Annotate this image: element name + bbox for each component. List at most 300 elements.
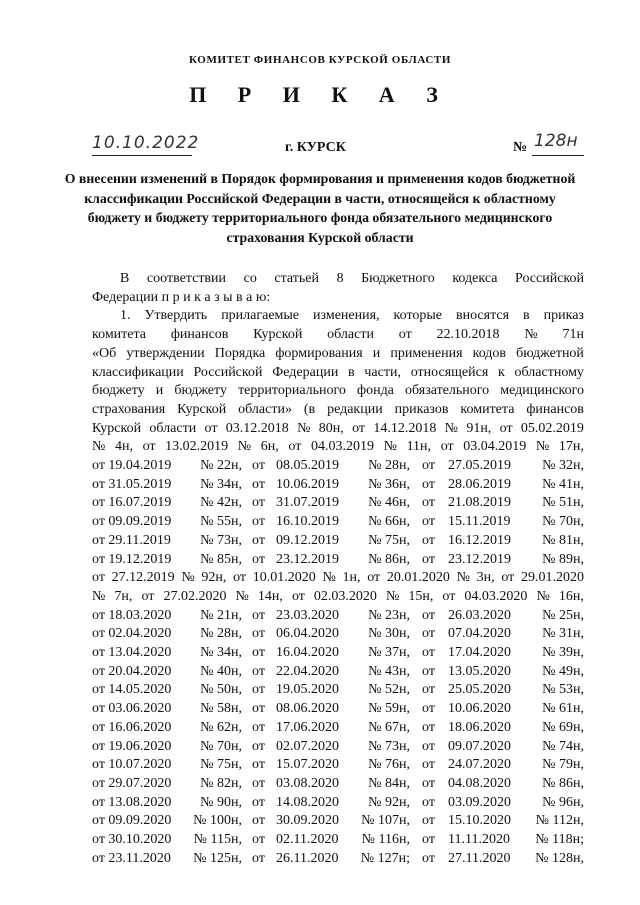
date-row-cell: № 85н,: [200, 551, 242, 567]
body-word: приказ: [543, 308, 584, 324]
date-row-cell: 31.07.2019: [276, 495, 339, 511]
date-row-cell: № 66н,: [368, 514, 410, 530]
date-row-cell: № 75н,: [200, 757, 242, 773]
body-word: со: [243, 271, 257, 286]
date-row-cell: № 39н,: [542, 645, 584, 660]
body-word: финансов: [526, 401, 584, 417]
date-row-cell: от: [252, 832, 265, 847]
body-word: №: [456, 570, 470, 586]
date-row-cell: 22.04.2020: [276, 663, 339, 679]
date-row-cell: от 14.05.2020: [92, 682, 172, 698]
document-heading: О внесении изменений в Порядок формирования и применения кодов бюджетной классификации Российской Федерации в части, относящейся к областному бюджету и бюджету территориального фонда обязательного медицинского страхования Курской области: [64, 171, 576, 245]
body-word: 03.12.2018: [225, 420, 289, 436]
date-row-cell: 04.08.2020: [448, 775, 511, 791]
date-row-cell: 18.06.2020: [448, 719, 511, 735]
date-row-cell: 11.11.2020: [448, 832, 510, 847]
date-row-cell: № 59н,: [368, 701, 410, 717]
body-word: №: [536, 588, 550, 604]
date-row: [92, 775, 584, 793]
date-row-cell: от: [422, 813, 435, 829]
date-row: [92, 756, 584, 774]
body-word: фонда: [357, 383, 394, 399]
date-row-cell: № 41н,: [542, 476, 584, 492]
date-row-cell: 16.10.2019: [276, 514, 339, 530]
date-row-cell: № 53н,: [542, 682, 584, 698]
date-row-cell: от: [252, 682, 265, 698]
date-row-cell: № 84н,: [368, 775, 410, 791]
body-word: 29.01.2020: [520, 570, 584, 586]
date-row-cell: от 31.05.2019: [92, 476, 172, 492]
body-line: [92, 401, 584, 419]
body-word: области: [327, 327, 374, 343]
date-row-cell: № 34н,: [200, 476, 242, 492]
date-row-cell: от: [252, 775, 265, 791]
date-row-cell: от: [252, 532, 265, 548]
date-row-cell: № 36н,: [368, 476, 410, 492]
date-row: [92, 457, 584, 475]
body-word: №: [524, 327, 538, 343]
body-word: 22.10.2018: [436, 327, 500, 343]
date-row-cell: № 23н,: [368, 607, 410, 623]
body-word: бюджету: [92, 383, 145, 399]
date-row-cell: № 31н,: [542, 626, 584, 642]
body-word: Курской: [253, 327, 303, 343]
body-word: от: [92, 570, 105, 586]
date-row-cell: от: [422, 626, 435, 642]
body-word: 14н,: [257, 588, 283, 604]
date-row: [92, 738, 584, 756]
date-row-cell: № 100н,: [193, 813, 242, 829]
body-word: 6н,: [260, 439, 279, 455]
date-row-cell: № 116н,: [361, 832, 410, 847]
body-word: 91н,: [466, 420, 492, 436]
date-row: [92, 663, 584, 681]
date-row-cell: 09.12.2019: [276, 532, 339, 548]
body-word: 17н,: [558, 439, 584, 455]
body-word: применения: [390, 345, 463, 361]
body-line: [92, 364, 584, 382]
date-row-cell: 24.07.2020: [448, 757, 511, 773]
body-word: 1.: [120, 308, 131, 324]
date-row-cell: 26.11.2020: [276, 850, 339, 866]
date-row: [92, 719, 584, 737]
body-word: от: [440, 439, 454, 455]
body-word: редакции: [327, 401, 383, 417]
body-word: прилагаемые: [221, 308, 300, 324]
body-word: бюджету: [174, 383, 227, 399]
date-row-cell: от: [422, 682, 435, 698]
body-word: финансов: [170, 327, 229, 343]
date-row: [92, 607, 584, 625]
body-word: 11н,: [406, 439, 432, 455]
body-line: [92, 438, 584, 456]
date-row-cell: от: [252, 719, 265, 735]
date-row-cell: № 62н,: [200, 719, 242, 735]
date-row-cell: от: [252, 813, 265, 829]
date-row-cell: от: [422, 495, 435, 511]
date-row-cell: от 03.06.2020: [92, 701, 172, 717]
body-word: от: [288, 439, 302, 455]
body-word: области»: [238, 401, 292, 417]
date-row-cell: № 28н,: [368, 458, 410, 473]
date-row-cell: № 76н,: [368, 757, 410, 773]
date-row-cell: от: [422, 850, 435, 866]
date-row-cell: 23.03.2020: [276, 607, 339, 623]
body-word: 4н,: [114, 439, 133, 455]
date-row-cell: 03.08.2020: [276, 775, 339, 791]
document-number: 128н: [534, 131, 578, 151]
body-word: 04.03.2019: [310, 439, 374, 455]
body-word: №: [535, 439, 550, 455]
body-word: 10.01.2020: [252, 570, 316, 586]
committee-name: КОМИТЕТ ФИНАНСОВ КУРСКОЙ ОБЛАСТИ: [189, 54, 451, 66]
date-row-cell: от: [252, 607, 265, 623]
date-row-cell: 17.04.2020: [448, 645, 511, 660]
date-row-cell: № 74н,: [542, 738, 584, 754]
date-row-cell: 26.03.2020: [448, 607, 511, 623]
date-row-cell: № 58н,: [200, 701, 242, 717]
date-row-cell: от: [422, 701, 435, 717]
date-row-cell: № 70н,: [200, 738, 242, 754]
date-row: [92, 831, 584, 849]
date-row-cell: от 23.11.2020: [92, 850, 171, 866]
body-word: от: [398, 327, 412, 343]
date-row-cell: № 112н,: [535, 813, 584, 829]
body-word: 27.02.2020: [163, 588, 227, 604]
body-word: кодекса: [452, 271, 498, 286]
date-row-cell: 02.11.2020: [276, 832, 339, 847]
date-row-cell: от: [252, 514, 265, 530]
body-line: [92, 420, 584, 438]
date-row-cell: 17.06.2020: [276, 719, 339, 735]
date-row-cell: от: [252, 645, 265, 660]
date-row-cell: 27.11.2020: [448, 850, 511, 866]
body-word: 7н,: [114, 588, 133, 604]
body-word: областному: [514, 364, 584, 380]
date-row-cell: № 107н,: [361, 813, 410, 829]
date-row-cell: № 125н,: [193, 850, 242, 866]
date-row-cell: № 43н,: [368, 663, 410, 679]
body-word: 14.12.2018: [373, 420, 437, 436]
date-row-cell: 08.05.2019: [276, 458, 339, 473]
date-row-cell: от 16.06.2020: [92, 719, 172, 735]
body-word: №: [322, 570, 336, 586]
body-word: от: [501, 570, 515, 586]
date-row-cell: 16.12.2019: [448, 532, 511, 548]
date-row-cell: 30.09.2020: [276, 813, 339, 829]
date-row-cell: № 82н,: [200, 775, 242, 791]
body-word: 02.03.2020: [313, 588, 377, 604]
date-row: [92, 551, 584, 569]
date-row-cell: от 16.07.2019: [92, 495, 172, 511]
date-row-cell: 10.06.2020: [448, 701, 511, 717]
date-row-cell: № 89н,: [542, 551, 584, 567]
body-word: комитета: [92, 327, 147, 343]
date-row: [92, 812, 584, 830]
date-row-cell: от: [422, 645, 435, 660]
date-row-cell: от 13.04.2020: [92, 645, 172, 660]
body-word: Утвердить: [144, 308, 208, 324]
body-word: 1н,: [342, 570, 361, 586]
date-row-cell: 27.05.2019: [448, 458, 511, 473]
date-row-cell: от: [422, 757, 435, 773]
date-row-cell: от 29.07.2020: [92, 775, 172, 791]
date-row: [92, 794, 584, 812]
body-line: [92, 382, 584, 400]
date-row-cell: № 96н,: [542, 794, 584, 810]
date-row-cell: № 69н,: [542, 719, 584, 735]
date-row-cell: № 28н,: [200, 626, 242, 642]
date-row-cell: от 10.07.2020: [92, 757, 172, 773]
date-row-cell: 08.06.2020: [276, 701, 339, 717]
date-row-cell: № 128н,: [535, 850, 584, 866]
date-row-cell: 15.11.2019: [448, 514, 511, 530]
date-row-cell: № 127н;: [360, 850, 410, 866]
body-word: от: [352, 420, 366, 436]
body-word: и: [155, 383, 164, 399]
body-word: от: [142, 439, 156, 455]
date-row-cell: № 49н,: [542, 663, 584, 679]
date-row-cell: 23.12.2019: [276, 551, 339, 567]
body-word: страхования: [92, 401, 166, 417]
body-line: [92, 569, 584, 587]
date-row-cell: от 02.04.2020: [92, 626, 172, 642]
date-row-cell: от 18.03.2020: [92, 607, 172, 623]
date-row: [92, 476, 584, 494]
body-word: Российской: [515, 271, 584, 286]
body-line: [120, 270, 584, 288]
body-line: [92, 345, 584, 363]
body-word: от: [204, 420, 218, 436]
body-word: 71н: [562, 327, 584, 343]
body-word: которые: [393, 308, 442, 324]
date-row: [92, 494, 584, 512]
body-word: 27.12.2019: [111, 570, 175, 586]
body-word: Курской: [92, 420, 142, 436]
date-row-cell: № 55н,: [200, 514, 242, 530]
date-row-cell: № 46н,: [368, 495, 410, 511]
date-row-cell: от 09.09.2020: [92, 813, 172, 829]
date-row-cell: от: [422, 532, 435, 548]
body-word: от: [141, 588, 155, 604]
date-row-cell: от: [252, 663, 265, 679]
date-row: [92, 700, 584, 718]
date-row-cell: от: [422, 514, 435, 530]
date-row-cell: от: [252, 626, 265, 642]
body-word: Бюджетного: [361, 271, 435, 286]
body-word: от: [367, 570, 381, 586]
date-row-cell: № 81н,: [542, 532, 584, 548]
body-word: территориального: [238, 383, 346, 399]
body-word: Российской: [193, 364, 263, 380]
date-row-cell: № 25н,: [542, 607, 584, 623]
body-word: (в: [303, 401, 316, 417]
body-word: от: [499, 420, 513, 436]
document-date: 10.10.2022: [92, 133, 200, 153]
date-row-cell: от 30.10.2020: [92, 832, 172, 847]
date-row-cell: 21.08.2019: [448, 495, 511, 511]
date-row-cell: № 22н,: [200, 458, 242, 473]
date-row-cell: от: [422, 832, 435, 847]
date-row-cell: № 73н,: [368, 738, 410, 754]
body-word: формирования: [275, 345, 363, 361]
body-word: №: [92, 588, 106, 604]
date-row-cell: 25.05.2020: [448, 682, 511, 698]
body-word: 04.03.2020: [464, 588, 528, 604]
date-row-cell: 15.10.2020: [448, 813, 511, 829]
body-word: к: [498, 364, 505, 380]
date-row-cell: 06.04.2020: [276, 626, 339, 642]
body-word: соответствии: [146, 271, 227, 286]
body-word: №: [297, 420, 311, 436]
date-row-cell: № 92н,: [368, 794, 410, 810]
date-row-cell: № 37н,: [368, 645, 410, 660]
date-row-cell: 14.08.2020: [276, 794, 339, 810]
body-word: бюджетной: [516, 345, 584, 361]
body-word: в: [348, 364, 355, 380]
body-word: 16н,: [558, 588, 584, 604]
date-row-cell: № 21н,: [200, 607, 242, 623]
date-row-cell: от: [422, 458, 435, 473]
date-row: [92, 625, 584, 643]
body-word: медицинского: [500, 383, 584, 399]
body-word: изменения,: [313, 308, 380, 324]
body-word: В: [120, 271, 130, 286]
date-row: [92, 532, 584, 550]
date-row-cell: от: [252, 458, 265, 473]
date-row: [92, 681, 584, 699]
date-row: [92, 513, 584, 531]
date-row-cell: № 73н,: [200, 532, 242, 548]
date-row-cell: № 50н,: [200, 682, 242, 698]
date-row-cell: от: [422, 551, 435, 567]
body-word: 15н,: [408, 588, 434, 604]
body-word: от: [291, 588, 305, 604]
date-row-cell: № 75н,: [368, 532, 410, 548]
date-row-cell: от: [252, 850, 265, 866]
date-row-cell: 13.05.2020: [448, 663, 511, 679]
date-row-cell: от: [422, 719, 435, 735]
body-word: 3н,: [476, 570, 495, 586]
body-word: 13.02.2019: [165, 439, 229, 455]
body-word: 20.01.2020: [386, 570, 450, 586]
date-row-cell: от: [252, 551, 265, 567]
body-word: Порядка: [214, 345, 266, 361]
date-row-cell: от 29.11.2019: [92, 532, 171, 548]
date-row-cell: № 115н,: [193, 832, 242, 847]
body-word: вносятся: [455, 308, 510, 324]
date-row-cell: № 86н,: [542, 775, 584, 791]
date-row-cell: от: [422, 607, 435, 623]
body-line: [92, 326, 584, 344]
date-row-cell: от: [252, 794, 265, 810]
date-row-cell: № 86н,: [368, 551, 410, 567]
date-row-cell: от 19.12.2019: [92, 551, 172, 567]
date-row-cell: от: [252, 757, 265, 773]
date-row-cell: от 09.09.2019: [92, 514, 172, 530]
body-word: классификации: [92, 364, 184, 380]
date-row-cell: 19.05.2020: [276, 682, 339, 698]
body-word: комитета: [460, 401, 515, 417]
date-row-cell: 15.07.2020: [276, 757, 339, 773]
document-title: П Р И К А З: [189, 82, 451, 107]
body-word: кодов: [472, 345, 507, 361]
body-word: приказов: [394, 401, 449, 417]
date-row-cell: от 19.06.2020: [92, 738, 172, 754]
body-word: области: [149, 420, 197, 436]
body-word: и: [372, 345, 381, 361]
body-word: «Об: [92, 345, 117, 361]
body-word: №: [237, 439, 252, 455]
date-row-cell: № 52н,: [368, 682, 410, 698]
body-word: обязательного: [405, 383, 490, 399]
body-word: относящейся: [410, 364, 489, 380]
body-word: утверждении: [126, 345, 205, 361]
body-word: Федерации: [272, 364, 339, 380]
date-row-cell: № 32н,: [542, 458, 584, 473]
date-row-cell: от: [252, 701, 265, 717]
date-row-cell: 10.06.2019: [276, 476, 339, 492]
body-word: №: [181, 570, 195, 586]
body-word: Курской: [177, 401, 227, 417]
date-row-cell: № 34н,: [200, 645, 242, 660]
date-row-cell: от: [422, 476, 435, 492]
date-row: [92, 644, 584, 662]
date-row-cell: 28.06.2019: [448, 476, 511, 492]
date-row-cell: 03.09.2020: [448, 794, 511, 810]
date-row-cell: № 30н,: [368, 626, 410, 642]
date-row-cell: 07.04.2020: [448, 626, 511, 642]
date-row-cell: 23.12.2019: [448, 551, 511, 567]
body-word: №: [444, 420, 458, 436]
body-word: 92н,: [201, 570, 227, 586]
body-word: 05.02.2019: [520, 420, 584, 436]
city-label: г. КУРСК: [285, 140, 346, 155]
date-row-cell: № 51н,: [542, 495, 584, 511]
body-line: [92, 588, 584, 606]
date-row-cell: № 70н,: [542, 514, 584, 530]
date-row-cell: № 61н,: [542, 701, 584, 717]
date-row-cell: от: [422, 663, 435, 679]
date-row-cell: от: [422, 738, 435, 754]
body-word: 80н,: [318, 420, 344, 436]
date-row-cell: от: [422, 794, 435, 810]
date-row-cell: № 118н;: [535, 832, 584, 847]
date-row-cell: от 13.08.2020: [92, 794, 172, 810]
body-word: №: [235, 588, 249, 604]
date-row-cell: № 90н,: [200, 794, 242, 810]
body-word: от: [233, 570, 247, 586]
body-word: части,: [364, 364, 401, 380]
date-row-cell: 02.07.2020: [276, 738, 339, 754]
body-word: №: [385, 588, 400, 604]
date-row-cell: 09.07.2020: [448, 738, 511, 754]
body-word: 8: [336, 271, 344, 286]
body-line: Федерации п р и к а з ы в а ю:: [92, 289, 271, 305]
date-row: [92, 850, 584, 868]
body-word: от: [442, 588, 456, 604]
body-line: [120, 307, 584, 325]
date-row-cell: № 79н,: [542, 757, 584, 773]
body-word: 03.04.2019: [463, 439, 527, 455]
body-word: №: [383, 439, 397, 455]
body-word: статьей: [274, 271, 319, 286]
body-word: в: [523, 308, 530, 324]
date-row-cell: № 67н,: [368, 719, 410, 735]
date-row-cell: от 19.04.2019: [92, 458, 172, 473]
date-row-cell: от: [252, 476, 265, 492]
number-label: №: [513, 140, 528, 155]
